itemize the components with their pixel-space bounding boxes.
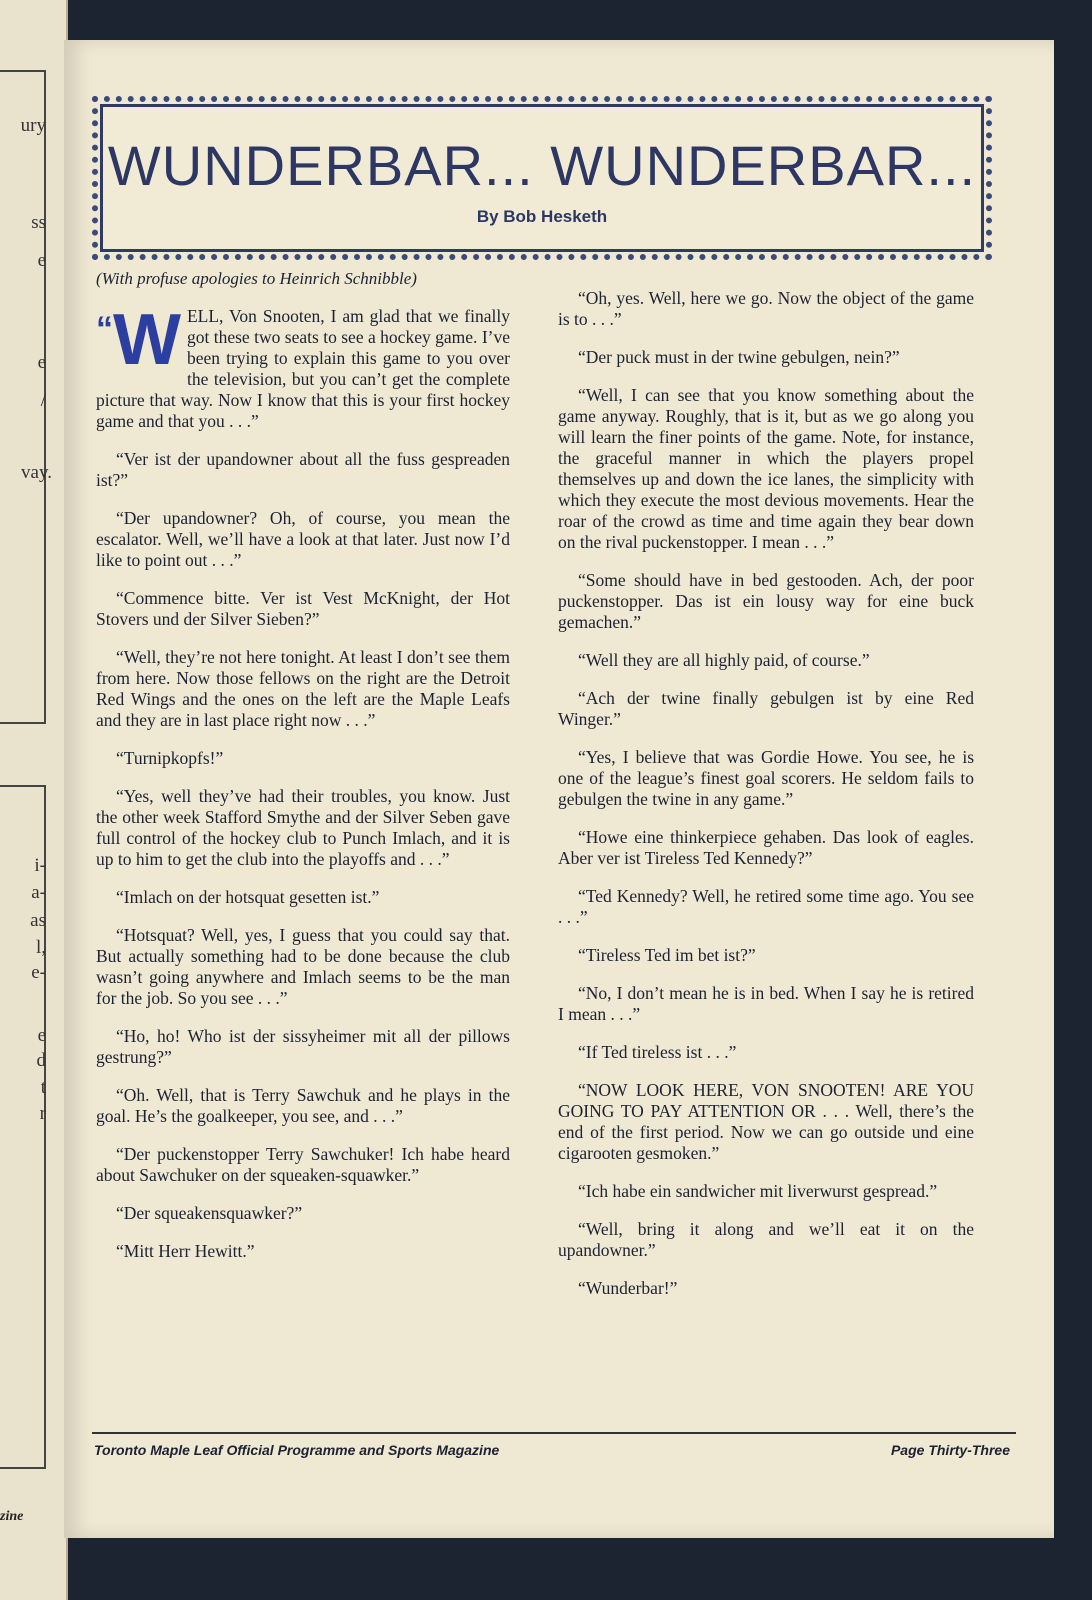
magazine-page	[64, 40, 1054, 1538]
facing-page-fragment: ury	[20, 115, 46, 136]
paragraph: “Well, bring it along and we’ll eat it on the upandowner.”	[558, 1219, 974, 1260]
facing-page-fragment: r	[39, 1103, 46, 1124]
facing-page-fragment: e	[37, 1025, 46, 1046]
paragraph: “Some should have in bed gestooden. Ach, der poor puckenstopper. Das ist ein lousy way for eine buck gemachen.”	[558, 570, 974, 632]
paragraph: “Yes, well they’ve had their troubles, you know. Just the other week Stafford Smythe and der Silver Seben gave full control of the hockey club to Punch Imlach, and it is up to him to get the club into the playoffs and . . .”	[96, 786, 510, 869]
paragraph: “Der upandowner? Oh, of course, you mean the escalator. Well, we’ll have a look at that later. Just now I’d like to point out . . .”	[96, 508, 510, 570]
paragraph: “Ted Kennedy? Well, he retired some time ago. You see . . .”	[558, 886, 974, 927]
drop-cap: W	[113, 300, 181, 380]
facing-page-fragment: e-	[31, 962, 46, 983]
facing-page-fragment: i-	[34, 855, 46, 876]
facing-page-fragment: e	[37, 250, 46, 271]
facing-page-fragment: vay.	[21, 462, 52, 483]
paragraph: “Imlach on der hotsquat gesetten ist.”	[116, 887, 380, 907]
footer-publication: Toronto Maple Leaf Official Programme and Sports Magazine	[94, 1442, 500, 1458]
article-title: WUNDERBAR... WUNDERBAR...	[107, 134, 977, 197]
paragraph: “Der puckenstopper Terry Sawchuker! Ich habe heard about Sawchuker on der squeaken-squawker.”	[96, 1144, 510, 1185]
paragraph: “Wunderbar!”	[578, 1278, 678, 1298]
paragraph: “Mitt Herr Hewitt.”	[116, 1241, 255, 1261]
facing-page-fragment: l,	[35, 937, 46, 958]
paragraph-text: ELL, Von Snooten, I am glad that we finally got these two seats to see a hockey game. I’ve been trying to explain this game to you over the television, but you can’t get the complete picture that way. Now I know that this is your first hockey game and that you . . .”	[96, 306, 510, 431]
paragraph: “Howe eine thinkerpiece gehaben. Das look of eagles. Aber ver ist Tireless Ted Kennedy?”	[558, 827, 974, 868]
paragraph: “Well, I can see that you know something about the game anyway. Roughly, that is it, but as we go along you will learn the finer points of the game. Note, for instance, the graceful manner in which the players propel themselves up and down the ice lanes, the simplicity with which they execute the most devious movements. Hear the roar of the crowd as time and time again they bear down on the rival puckenstopper. I mean . . .”	[558, 385, 974, 552]
opening-paragraph	[96, 300, 510, 432]
paragraph: “Ach der twine finally gebulgen ist by eine Red Winger.”	[558, 688, 974, 729]
paragraph: “Ver ist der upandowner about all the fuss gespreaden ist?”	[96, 449, 510, 490]
facing-page-frame-top	[0, 70, 46, 724]
article-byline: By Bob Hesketh	[476, 207, 608, 226]
paragraph: “Well, they’re not here tonight. At least I don’t see them from here. Now those fellows on the right are the Detroit Red Wings and the ones on the left are the Maple Leafs and they are in last place right now . . .”	[96, 647, 510, 730]
paragraph: “Hotsquat? Well, yes, I guess that you could say that. But actually something had to be done because the club wasn’t going anywhere and Imlach seems to be the man for the job. So you see . . .”	[96, 925, 510, 1008]
paragraph: “Yes, I believe that was Gordie Howe. You see, he is one of the league’s finest goal scorers. He seldom fails to gebulgen the twine in any game.”	[558, 747, 974, 809]
paragraph: “No, I don’t mean he is in bed. When I say he is retired I mean . . .”	[558, 983, 974, 1024]
paragraph: “Der puck must in der twine gebulgen, nein?”	[578, 347, 900, 367]
paragraph: “Ho, ho! Who ist der sissyheimer mit all der pillows gestrung?”	[96, 1026, 510, 1067]
paragraph: “Well they are all highly paid, of course.”	[578, 650, 870, 670]
paragraph: “If Ted tireless ist . . .”	[578, 1042, 737, 1062]
opening-quote-mark: “	[96, 310, 113, 348]
facing-page-fragment: t	[40, 1077, 46, 1098]
paragraph: “Tireless Ted im bet ist?”	[578, 945, 756, 965]
facing-page-fragment: /	[40, 390, 46, 411]
facing-page-fragment: e	[37, 352, 46, 373]
facing-page-fragment: d	[36, 1050, 46, 1071]
footer-rule	[92, 1432, 1016, 1434]
paragraph: “Turnipkopfs!”	[116, 748, 224, 768]
paragraph: “Oh. Well, that is Terry Sawchuk and he plays in the goal. He’s the goalkeeper, you see, and . . .”	[96, 1085, 510, 1126]
facing-page-footer: zine	[0, 1509, 24, 1524]
facing-page-fragment: ss	[31, 212, 46, 233]
facing-page-fragment: a-	[31, 882, 46, 903]
paragraph: “Oh, yes. Well, here we go. Now the object of the game is to . . .”	[558, 288, 974, 329]
paragraph: “Ich habe ein sandwicher mit liverwurst gespread.”	[578, 1181, 938, 1201]
facing-page-fragment: as	[30, 910, 46, 931]
paragraph: “NOW LOOK HERE, VON SNOOTEN! ARE YOU GOING TO PAY ATTENTION OR . . . Well, there’s the end of the first period. Now we can go outside und eine cigarooten gesmoken.”	[558, 1080, 974, 1163]
right-column	[558, 288, 974, 1316]
left-column	[96, 268, 510, 1279]
facing-page	[0, 0, 68, 1600]
article-subtitle: (With profuse apologies to Heinrich Schnibble)	[96, 269, 417, 288]
paragraph: “Commence bitte. Ver ist Vest McKnight, der Hot Stovers und der Silver Sieben?”	[96, 588, 510, 629]
paragraph: “Der squeakensquawker?”	[116, 1203, 303, 1223]
title-box	[100, 104, 984, 252]
footer-page-number: Page Thirty-Three	[890, 1442, 1010, 1458]
